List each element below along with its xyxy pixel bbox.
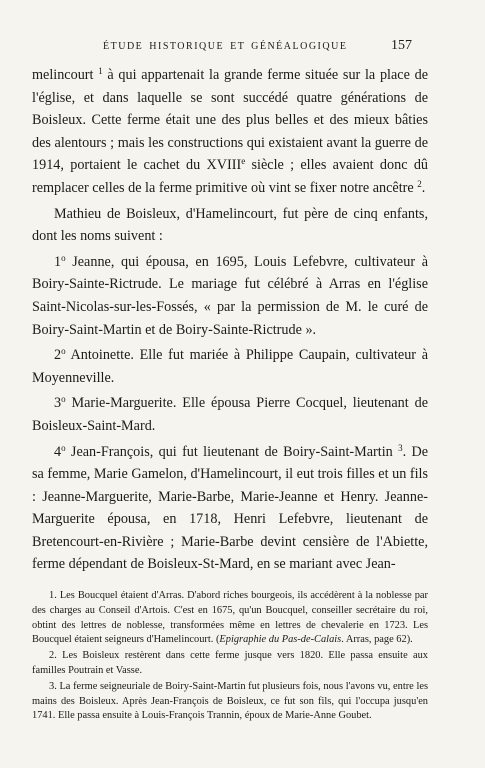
footnote-ref-1: 1: [98, 66, 103, 76]
footnote-ref-2: 2: [417, 178, 422, 189]
list-number: 2: [54, 347, 62, 364]
text-run: à qui appartenait la grande ferme située sur la place de l'église, et dans laquelle se sont succédé quatre générations de Boisleux. Cette ferme était une des plus belles et des mieux bâties des alentours ; mais les constructions qui existaient avant la guerre de 1914, portaient le cachet du XVIII: [32, 67, 428, 174]
text-run: melincourt: [32, 67, 99, 83]
list-number: 1: [54, 253, 62, 270]
list-number: 4: [54, 443, 62, 460]
body-text: [32, 64, 428, 576]
text-run: 1. Les Boucquel étaient d'Arras. D'abord riches bourgeois, ils accédèrent à la noblesse par des charges au Conseil d'Artois. C'est en 1675, qu'un Boucquel, conseiller secrétaire du roi, obtint des lettres de noblesse, transformées même en lettres de chevalerie en 1723. Les Boucquel étaient seigneurs d'Hamelincourt. (: [32, 590, 428, 646]
footnote-3: 3. La ferme seigneuriale de Boiry-Saint-Martin fut plusieurs fois, nous l'avons vu, entre les mains des Boisleux. Après Jean-François de Boisleux, ce fut son fils, qui l'occupa jusqu'en 1741. Elle passa ensuite à Louis-François Trannin, époux de Marie-Anne Goubet.: [32, 680, 428, 722]
running-head-title: ÉTUDE HISTORIQUE ET GÉNÉALOGIQUE: [103, 41, 348, 52]
footnote-1: [32, 589, 428, 648]
citation-title: Epigraphie du Pas-de-Calais: [219, 634, 342, 646]
paragraph-child-4: [32, 441, 428, 577]
page-number: 157: [391, 38, 412, 53]
paragraph-child-2: [32, 344, 428, 389]
paragraph-child-3: [32, 392, 428, 437]
footnotes: [32, 589, 428, 725]
text-run: siècle ; elles avaient donc dû remplacer celles de la ferme primitive où vint se fixer notre ancêtre: [32, 157, 429, 196]
ordinal-mark: o: [61, 394, 66, 405]
text-run: Jeanne, qui épousa, en 1695, Louis Lefebvre, cultivateur à Boiry-Sainte-Rictrude. Le mariage fut célébré à Arras en l'église Saint-Nicolas-sur-les-Fossés, « par la permission de M. le curé de Boiry-Saint-Martin et de Boiry-Sainte-Rictrude ».: [32, 253, 428, 338]
ordinal-mark: o: [61, 346, 66, 357]
text-run: Jean-François, qui fut lieutenant de Boiry-Saint-Martin: [65, 443, 399, 460]
text-run: Marie-Marguerite. Elle épousa Pierre Cocquel, lieutenant de Boisleux-Saint-Mard.: [32, 395, 428, 434]
ordinal-mark: o: [61, 442, 66, 453]
paragraph-farm: [32, 64, 428, 200]
text-run: . Arras, page 62).: [341, 634, 413, 646]
superscript-e: e: [241, 156, 246, 167]
paragraph-mathieu: Mathieu de Boisleux, d'Hamelincourt, fut père de cinq enfants, dont les noms suivent :: [32, 205, 428, 245]
text-run: .: [421, 179, 426, 196]
text-run: Antoinette. Elle fut mariée à Philippe Caupain, cultivateur à Moyenneville.: [32, 347, 428, 386]
text-run: . De sa femme, Marie Gamelon, d'Hamelincourt, il eut trois filles et un fils : Jeanne-Marguerite, Marie-Barbe, Marie-Jeanne et Henry. Jeanne-Marguerite épousa, en 1718, Henri Lefebvre, lieutenant de Bretencourt-en-Rivière ; Marie-Barbe devint censière de l'Abiette, ferme dépendant de Boisleux-St-Mard, en se mariant avec Jean-: [32, 443, 429, 573]
footnote-ref-3: 3: [398, 442, 403, 453]
paragraph-child-1: [32, 251, 428, 341]
list-number: 3: [54, 395, 62, 412]
footnote-2: 2. Les Boisleux restèrent dans cette ferme jusque vers 1820. Elle passa ensuite aux familles Poutrain et Vasse.: [32, 650, 428, 676]
ordinal-mark: o: [61, 252, 66, 263]
